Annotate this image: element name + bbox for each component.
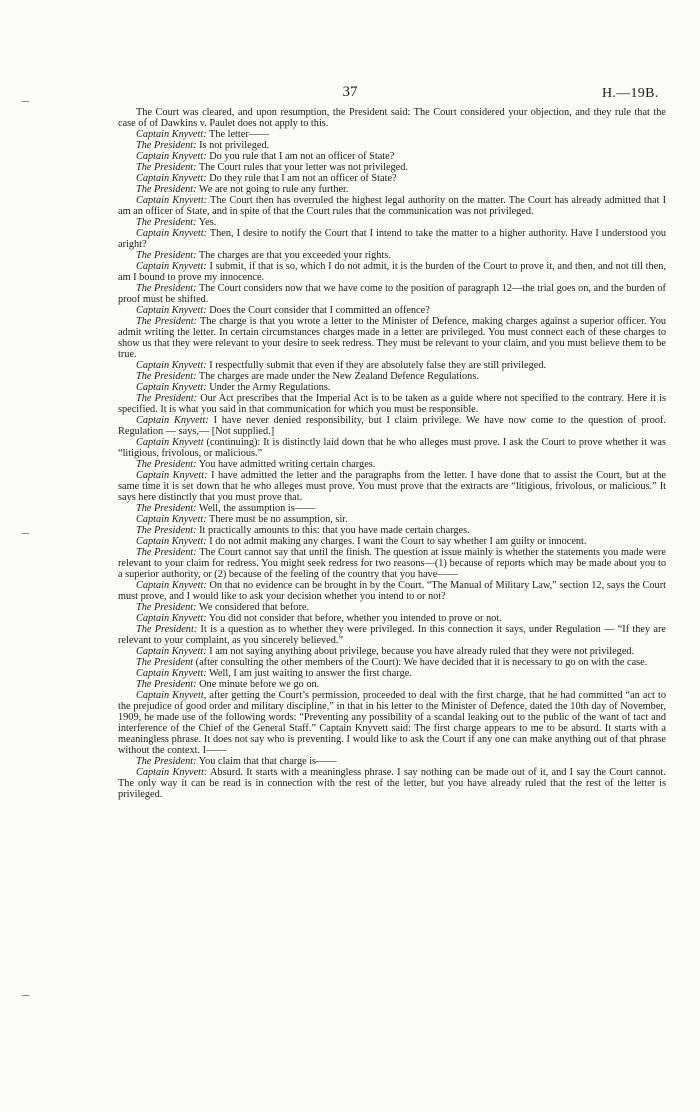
speech-text: Do you rule that I am not an officer of State?	[206, 151, 395, 162]
transcript-paragraph	[118, 668, 666, 679]
speech-text: Our Act prescribes that the Imperial Act is to be taken as a guide where not specified to the contrary. Here it is specified. It is what you said in that communication for which you must be responsible.	[118, 393, 667, 415]
margin-mark	[22, 101, 29, 102]
transcript-paragraph	[118, 415, 666, 437]
transcript-paragraph	[118, 393, 666, 415]
transcript-paragraph	[118, 382, 666, 393]
transcript-paragraph	[118, 536, 666, 547]
transcript-paragraph	[118, 173, 666, 184]
transcript-paragraph	[118, 151, 666, 162]
transcript-paragraph	[118, 459, 666, 470]
speaker-name: The President:	[136, 624, 198, 635]
speech-text: There must be no assumption, sir.	[206, 514, 348, 525]
transcript-paragraph	[118, 646, 666, 657]
speech-text: The Court was cleared, and upon resumption, the President said: The Court considered your objection, and they rule that the case of of Dawkins v. Paulet does not apply to this.	[118, 107, 666, 129]
transcript-paragraph	[118, 140, 666, 151]
speaker-name: The President:	[136, 503, 197, 514]
transcript-paragraph	[118, 580, 666, 602]
speech-text: (continuing): It is distinctly laid down that he who alleges must prove. I ask the Court to prove whether it was “litigious, frivolous, or malicious.”	[118, 437, 666, 459]
speaker-name: Captain Knyvett:	[136, 382, 207, 393]
transcript-paragraph	[118, 602, 666, 613]
speaker-name: The President:	[136, 547, 197, 558]
transcript-paragraph	[118, 624, 666, 646]
transcript-paragraph	[118, 525, 666, 536]
speaker-name: Captain Knyvett:	[136, 470, 208, 481]
speech-text: It is a question as to whether they were privileged. In this connection it says, under Regulation — “If they are relevant to your complaint, as you sincerely believed.”	[118, 624, 667, 646]
speaker-name: The President:	[136, 140, 197, 151]
speech-text: Yes.	[196, 217, 217, 228]
speaker-name: The President:	[136, 217, 197, 228]
speech-text: The Court then has overruled the highest legal authority on the matter. The Court has already admitted that I am an officer of State, and in spite of that the Court rules that the communication was not privileged.	[118, 195, 666, 217]
speech-text: Is not privileged.	[196, 140, 270, 151]
speech-text: Well, the assumption is——	[196, 503, 316, 514]
speech-text: Does the Court consider that I committed an offence?	[206, 305, 430, 316]
speech-text: Do they rule that I am not an officer of State?	[206, 173, 397, 184]
transcript-paragraph	[118, 283, 666, 305]
speaker-name: Captain Knyvett:	[136, 129, 207, 140]
speaker-name: The President:	[136, 162, 197, 173]
transcript-paragraph	[118, 679, 666, 690]
speaker-name: The President:	[136, 371, 197, 382]
speaker-name: Captain Knyvett:	[136, 228, 208, 239]
speaker-name: Captain Knyvett:	[136, 151, 207, 162]
speech-text: The charges are that you exceeded your rights.	[196, 250, 391, 261]
speaker-name: Captain Knyvett:	[136, 613, 207, 624]
speech-text: I respectfully submit that even if they are absolutely false they are still privileged.	[206, 360, 547, 371]
transcript-paragraph	[118, 756, 666, 767]
speaker-name: Captain Knyvett:	[136, 305, 207, 316]
speaker-name: The President:	[136, 602, 197, 613]
transcript-paragraph	[118, 305, 666, 316]
speaker-name: Captain Knyvett:	[136, 195, 208, 206]
speaker-name: The President:	[136, 756, 197, 767]
speaker-name: The President:	[136, 525, 197, 536]
speaker-name: Captain Knyvett:	[136, 668, 207, 679]
transcript-paragraph	[118, 129, 666, 140]
transcript-paragraph	[118, 613, 666, 624]
transcript-paragraph	[118, 360, 666, 371]
transcript-paragraph	[118, 767, 666, 800]
speaker-name: Captain Knyvett:	[136, 646, 207, 657]
speech-text: You have admitted writing certain charges.	[196, 459, 376, 470]
speaker-name: Captain Knyvett:	[136, 415, 209, 426]
transcript-paragraph	[118, 470, 666, 503]
speech-text: Under the Army Regulations.	[206, 382, 331, 393]
margin-mark	[22, 995, 29, 996]
speech-text: The letter——	[206, 129, 270, 140]
speech-text: I have admitted the letter and the paragraphs from the letter. I have done that to assist the Court, but at the same time it is set down that he who alleges must prove. You must prove that the extracts are “litigious, frivolous, or malicious.” It says here distinctly that you must prove that.	[118, 470, 666, 503]
speech-text: Well, I am just waiting to answer the first charge.	[206, 668, 412, 679]
margin-mark	[22, 533, 29, 534]
speaker-name: Captain Knyvett,	[136, 690, 207, 701]
speech-text: We considered that before.	[196, 602, 310, 613]
transcript-paragraph	[118, 184, 666, 195]
speaker-name: The President:	[136, 316, 198, 327]
transcript-paragraph	[118, 371, 666, 382]
speech-text: after getting the Court’s permission, proceeded to deal with the first charge, that he had committed “an act to the prejudice of good order and military discipline,” in that in his letter to the Minister of Defence, dated the 10th day of November, 1909, he made use of the following words: “Preventing any possibility of a scandal leaking out to the public of the want of tact and interference of the Chief of the General Staff.” Captain Knyvett said: The first charge appears to me to be absurd. It starts with a meaningless phrase. It does not say who is preventing. I would like to ask the Court if any one can make anything out of that phrase without the context. I——	[118, 690, 666, 756]
speech-text: The Court rules that your letter was not privileged.	[196, 162, 408, 173]
transcript-paragraph	[118, 228, 666, 250]
speech-text: I do not admit making any charges. I want the Court to say whether I am guilty or innocent.	[206, 536, 587, 547]
speaker-name: Captain Knyvett:	[136, 261, 207, 272]
page-number: 37	[342, 84, 358, 100]
speech-text: One minute before we go on.	[196, 679, 320, 690]
transcript-paragraph	[118, 514, 666, 525]
transcript-paragraph	[118, 316, 666, 360]
speech-text: I am not saying anything about privilege, because you have already ruled that they were not privileged.	[206, 646, 635, 657]
speaker-name: Captain Knyvett:	[136, 173, 207, 184]
paper-reference: H.—19B.	[602, 86, 659, 101]
speech-text: We are not going to rule any further.	[196, 184, 349, 195]
speaker-name: The President:	[136, 283, 197, 294]
speaker-name: The President:	[136, 250, 197, 261]
speaker-name: The President:	[136, 459, 197, 470]
speaker-name: The President:	[136, 184, 197, 195]
transcript-paragraph	[118, 250, 666, 261]
speech-text: On that no evidence can be brought in by the Court. “The Manual of Military Law,” section 12, says the Court must prove, and I would like to ask your decision whether you intend to or not?	[118, 580, 666, 602]
transcript-paragraph	[118, 107, 666, 129]
speaker-name: The President:	[136, 679, 197, 690]
speech-text: Then, I desire to notify the Court that I intend to take the matter to a higher authority. Have I understood you aright?	[118, 228, 666, 250]
speech-text: You did not consider that before, whether you intended to prove or not.	[206, 613, 502, 624]
speaker-name: Captain Knyvett:	[136, 536, 207, 547]
speech-text: Absurd. It starts with a meaningless phrase. I say nothing can be made out of it, and I say the Court cannot. The only way it can be read is in connection with the rest of the letter, but you have already ruled that the rest of the letter is privileged.	[118, 767, 666, 800]
transcript-paragraph	[118, 195, 666, 217]
transcript-paragraph	[118, 690, 666, 756]
speaker-name: The President	[136, 657, 194, 668]
transcript-paragraph	[118, 217, 666, 228]
transcript-paragraph	[118, 503, 666, 514]
transcript-paragraph	[118, 657, 666, 668]
speaker-name: Captain Knyvett:	[136, 767, 208, 778]
transcript-body	[118, 107, 666, 800]
transcript-paragraph	[118, 437, 666, 459]
speech-text: The charge is that you wrote a letter to the Minister of Defence, making charges against a superior officer. You admit writing the letter. In certain circumstances charges made in a letter are privileged. You must connect each of these charges to show us that they were relevant to your desire to seek redress. They must be relevant to your claim, and you must believe them to be true.	[118, 316, 667, 360]
speech-text: It practically amounts to this: that you have made certain charges.	[196, 525, 470, 536]
speech-text: The Court considers now that we have come to the position of paragraph 12—the trial goes on, and the burden of proof must be shifted.	[118, 283, 666, 305]
speech-text: (after consulting the other members of the Court): We have decided that it is necessary to go on with the case.	[193, 657, 648, 668]
speech-text: The charges are made under the New Zealand Defence Regulations.	[196, 371, 479, 382]
speaker-name: Captain Knyvett	[136, 437, 204, 448]
speech-text: You claim that that charge is——	[196, 756, 337, 767]
speech-text: I have never denied responsibility, but I claim privilege. We have now come to the question of proof. Regulation — says,— [Not supplied.]	[118, 415, 666, 437]
transcript-paragraph	[118, 261, 666, 283]
speaker-name: Captain Knyvett:	[136, 514, 207, 525]
speaker-name: Captain Knyvett:	[136, 360, 207, 371]
speech-text: The Court cannot say that until the finish. The question at issue mainly is whether the statements you made were relevant to your claim for redress. You might seek redress for two reasons—(1) because of reports which may be made about you to a superior authority, or (2) because of the feeling of the country that you have——	[118, 547, 667, 580]
speech-text: I submit, if that is so, which I do not admit, it is the burden of the Court to prove it, and then, and not till then, am I bound to prove my innocence.	[118, 261, 666, 283]
transcript-paragraph	[118, 547, 666, 580]
speaker-name: The President:	[136, 393, 198, 404]
transcript-paragraph	[118, 162, 666, 173]
speaker-name: Captain Knyvett:	[136, 580, 207, 591]
